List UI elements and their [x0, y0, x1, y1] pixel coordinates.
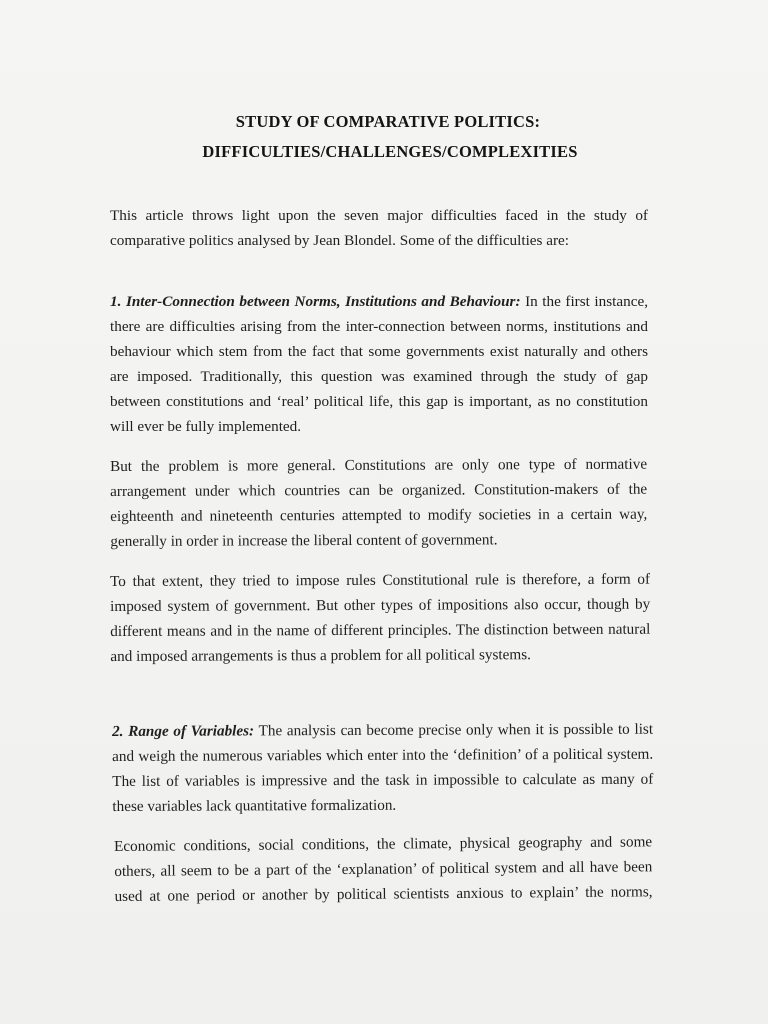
- text-line: will ever be fully implemented.: [110, 418, 302, 435]
- section-1-first-line-text: In the first instance,: [525, 293, 648, 310]
- text-line: Economic conditions, social conditions, the climate, physical geography and some: [114, 833, 653, 855]
- text-line: comparative politics analysed by Jean Blondel. Some of the difficulties are:: [110, 232, 570, 249]
- section-2-heading: 2. Range of Variables:: [112, 722, 255, 740]
- text-line: arrangement under which countries can be organized. Constitution-makers of the: [110, 480, 648, 500]
- text-line: The list of variables is impressive and the task in impossible to calculate as many of: [112, 770, 654, 790]
- section-2-first-line: [112, 717, 653, 744]
- section-1-paragraph: [110, 289, 648, 439]
- text-line: This article throws light upon the seven major difficulties faced in the study of: [110, 207, 648, 224]
- text-line: To that extent, they tried to impose rules Constitutional rule is therefore, a form of: [110, 570, 651, 590]
- text-line: different means and in the name of different principles. The distinction between natural: [110, 620, 651, 640]
- text-line: eighteenth and nineteenth centuries attempted to modify societies in a certain way,: [110, 505, 648, 525]
- text-line: imposed system of government. But other types of impositions also occur, though by: [110, 595, 651, 615]
- section-1-first-line: [110, 289, 648, 314]
- section-1-paragraph-3: [110, 567, 650, 669]
- document-title-line-1: STUDY OF COMPARATIVE POLITICS:: [235, 112, 541, 131]
- text-line: are imposed. Traditionally, this question was examined through the study of gap: [110, 368, 648, 385]
- text-line: behaviour which stem from the fact that some governments exist naturally and others: [110, 343, 648, 360]
- intro-paragraph: [110, 203, 648, 253]
- text-line: used at one period or another by political scientists anxious to explain’ the norms,: [114, 883, 653, 905]
- section-1-paragraph-2: [110, 452, 647, 554]
- text-line: and weigh the numerous variables which enter into the ‘definition’ of a political system.: [112, 745, 654, 765]
- text-line: generally in order in increase the liberal content of government.: [110, 531, 498, 550]
- document-title-line-2: DIFFICULTIES/CHALLENGES/COMPLEXITIES: [202, 142, 578, 161]
- text-line: there are difficulties arising from the inter-connection between norms, institutions and: [110, 318, 648, 335]
- section-2-first-line-text: The analysis can become precise only when it is possible to list: [258, 720, 654, 740]
- section-1-heading: 1. Inter-Connection between Norms, Institutions and Behaviour:: [110, 293, 521, 310]
- text-line: between constitutions and ‘real’ political life, this gap is important, as no constitution: [110, 393, 648, 410]
- section-2-paragraph: [112, 717, 653, 819]
- text-line: these variables lack quantitative formalization.: [112, 796, 397, 815]
- text-line: and imposed arrangements is thus a problem for all political systems.: [110, 646, 531, 665]
- text-line: But the problem is more general. Constitutions are only one type of normative: [110, 455, 648, 475]
- text-line: others, all seem to be a part of the ‘explanation’ of political system and all have been: [114, 858, 653, 880]
- section-2-paragraph-2: [114, 829, 653, 909]
